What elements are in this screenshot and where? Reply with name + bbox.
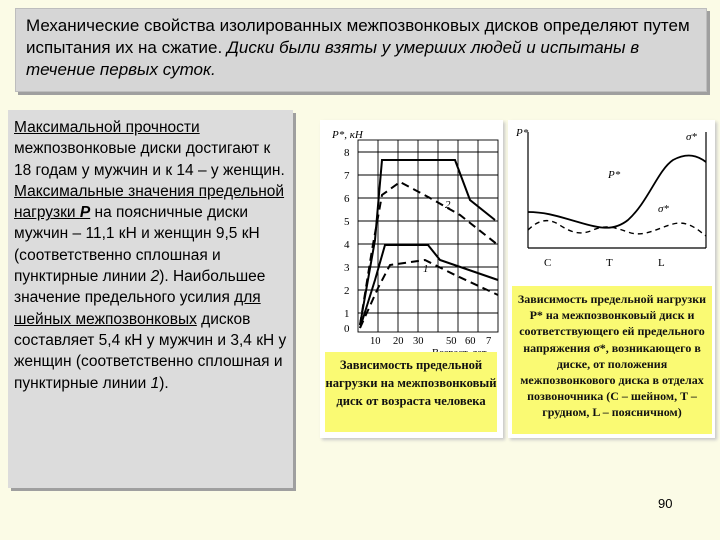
y-tick: 5 [344,216,350,228]
curve-label-2: 2 [445,199,451,211]
figure-load-stress-vs-position [508,120,715,438]
y-tick: 3 [344,262,350,274]
curve-label-p: P* [608,169,621,181]
body-text-underlined-2: Максимальные значения предельной нагрузки [14,182,285,222]
body-text-box [8,110,293,488]
figure-load-stress-caption: Зависимость предельной нагрузки P* на межпозвонковый диск и соответствующего ей предельного напряжения σ*, возникающего в диске, от положения межпозвонкового диска в отделах позвоночника (C – шейном, T – грудном, L – поясничном) [512,286,712,434]
header-text-box [15,8,707,92]
curve-label-1: 1 [423,263,429,275]
x-tick: 30 [413,336,424,347]
curve-lumbar-female [360,182,498,325]
figure-load-vs-age-plot [320,120,503,352]
body-text: ). Наибольшее значение предельного усилия [14,268,266,307]
curve-stress-sigma [528,221,706,236]
figure-load-vs-age-caption: Зависимость предельной нагрузки на межпозвонковый диск от возраста человека [325,352,497,432]
sigma-axis-label: σ* [686,131,697,143]
body-text-line-2: 2 [150,268,160,286]
y-tick: 6 [344,193,350,205]
header-text: Механические свойства изолированных межпозвонковых дисков определяют путем испытания их на сжатие. [26,16,690,57]
x-tick: 60 [465,336,476,347]
body-text: дисков составляет 5,4 кН у мужчин и 3,4 кН у женщин (соответственно сплошная и пунктирные линии [14,310,287,392]
page-number: 90 [658,496,673,511]
curve-lumbar-male [360,160,495,325]
x-tick: 20 [393,336,404,347]
body-text-underlined-1: Максимальной прочности [14,119,200,136]
curve-cervical-male [360,245,498,328]
body-text: межпозвонковые диски достигают к 18 годам у мужчин и к 14 – у женщин. [14,140,285,179]
x-tick: 50 [446,336,457,347]
body-text-underlined-3: для шейных межпозвонковых [14,289,261,328]
region-label-l: L [658,257,665,269]
region-label-c: C [544,257,552,269]
x-tick: 7 [486,336,492,347]
y-axis-label: P*, кН [332,129,363,141]
body-text-line-1: 1 [150,374,160,392]
figure-load-stress-plot [508,120,715,280]
x-tick: 10 [370,336,381,347]
region-label-t: T [606,257,613,269]
y-tick: 0 [344,323,350,335]
curve-cervical-female [360,260,498,328]
curve-load-p [528,156,706,228]
y-tick: 2 [344,285,350,297]
curve-label-sigma: σ* [658,203,669,215]
p-axis-label: P* [516,127,529,139]
y-tick: 7 [344,170,350,182]
body-text: на поясничные диски мужчин – 11,1 кН и женщин 9,5 кН (соответственно сплошная и пунктирные линии [14,204,260,286]
y-tick: 4 [344,239,350,251]
y-tick: 8 [344,147,350,159]
body-text: ). [159,374,169,392]
body-text-symbol-p: P [79,204,91,222]
y-tick: 1 [344,308,350,320]
figure-load-vs-age [320,120,503,438]
plot-grid [358,140,498,332]
header-italic-text: Диски были взяты у умерших людей и испытаны в течение первых суток. [26,38,640,79]
